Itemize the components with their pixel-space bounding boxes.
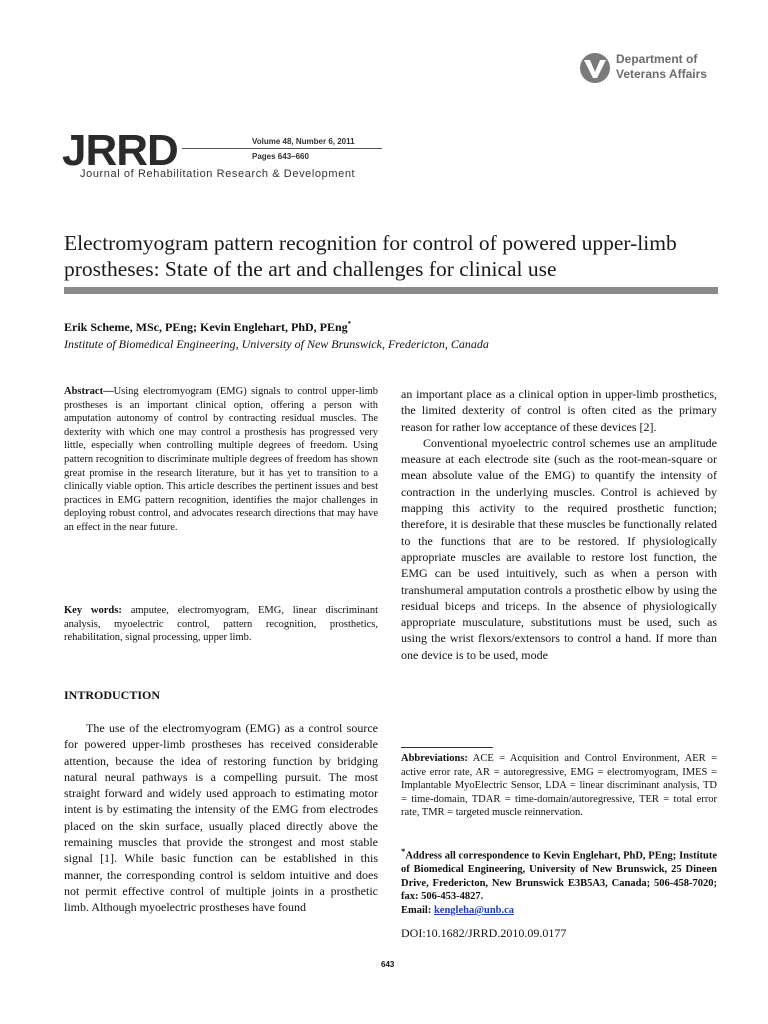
author-line	[64, 320, 351, 335]
correspondence-footnote	[401, 845, 717, 917]
title-divider	[64, 287, 718, 294]
keywords	[64, 604, 378, 645]
right-paragraph-2: Conventional myoelectric control schemes use an amplitude measure at each electrode site (such as the root-mean-square or mean absolute value of the EMG) to quantify the intensity of contraction in the underlying muscles. Control is achieved by mapping this activity to the required prosthetic function; therefore, it is desirable that these muscles be functionally related to the functions that are to be restored. If physiologically appropriate muscles are available to restore lost function, the EMG can be used intuitively, such as when a person with transhumeral amputation controls a prosthetic elbow by using the residual biceps and triceps. In the absence of physiologically appropriate musculature, substitutions must be used, such as using the wrist flexors/extensors to control a hand. If more than one device is to be used, mode	[401, 435, 717, 662]
abbreviations-footnote	[401, 752, 717, 820]
section-heading-introduction: INTRODUCTION	[64, 688, 161, 702]
abstract-label: Abstract—	[64, 386, 114, 397]
keywords-text: amputee, electromyogram, EMG, linear discriminant analysis, myoelectric control, pattern recognition, prosthetics, rehabilitation, signal processing, upper limb.	[64, 605, 379, 644]
email-label: Email:	[401, 904, 432, 916]
affiliation: Institute of Biomedical Engineering, University of New Brunswick, Fredericton, Canada	[64, 337, 489, 351]
footnote-rule	[401, 747, 493, 748]
email-link[interactable]: kengleha@unb.ca	[433, 904, 515, 916]
authors: Erik Scheme, MSc, PEng; Kevin Englehart, PhD, PEng	[64, 320, 348, 334]
agency-line-2: Veterans Affairs	[616, 67, 707, 81]
right-paragraph-1: an important place as a clinical option in upper-limb prosthetics, the limited dexterity of control is often cited as the primary reason for rather low acceptance of these devices [2].	[401, 387, 717, 434]
correspondence-text: Address all correspondence to Kevin Englehart, PhD, PEng; Institute of Biomedical Engineering, University of New Brunswick, 25 Dineen Drive, Fredericton, New Brunswick E3B5A3, Canada; 506-458-7020; fax: 506-453-4827.	[401, 850, 717, 903]
journal-name: Journal of Rehabilitation Research & Development	[80, 168, 356, 180]
agency-name	[616, 52, 707, 82]
abbreviations-text: ACE = Acquisition and Control Environment, AER = active error rate, AR = autoregressive, EMG = electromyogram, IMES = Implantable MyoElectric Sensor, LDA = linear discriminant analysis, TD = time-domain, TDAR = time-domain/autoregressive, TER = total error rate, TMR = targeted muscle reinnervation.	[401, 753, 717, 819]
page-number: 643	[381, 960, 395, 969]
abbreviations-label: Abbreviations:	[401, 753, 468, 764]
author-mark: *	[347, 320, 352, 328]
abstract	[64, 385, 378, 535]
page-range: Pages 643–660	[252, 152, 309, 161]
introduction-paragraph: The use of the electromyogram (EMG) as a control source for powered upper-limb prostheses has received considerable attention, because the idea of restoring function by bridging natural neural pathways is a compelling pursuit. The most straight forward and widely used approach to estimating motor intent is by estimating the intensity of the EMG from electrodes placed on the skin surface, usually placed directly above the remaining muscles that provide the strongest and most stable signal [1]. While basic function can be established in this manner, the corresponding control is seldom intuitive and does not permit effective control of multiple joints in a prosthetic limb. Although myoelectric prostheses have found	[64, 721, 378, 915]
doi: DOI:10.1682/JRRD.2010.09.0177	[401, 926, 567, 940]
abstract-text: Using electromyogram (EMG) signals to control upper-limb prostheses is an important clinical option, offering a person with amputation autonomy of control by contracting residual muscles. The dexterity with which one may control a prosthesis has progressed very little, especially when controlling multiple degrees of freedom. Using pattern recognition to discriminate multiple degrees of freedom has shown great promise in the research literature, but it has yet to transition to a clinically viable option. This article describes the pertinent issues and best practices in EMG pattern recognition, identifies the major challenges in deploying robust control, and advocates research directions that may have an effect in the near future.	[64, 386, 378, 533]
keywords-label: Key words:	[64, 605, 122, 616]
correspondence-mark: *	[401, 846, 406, 856]
journal-logo: JRRD	[62, 126, 178, 175]
masthead-rule	[182, 148, 382, 149]
right-column-body	[401, 386, 717, 663]
article-title: Electromyogram pattern recognition for control of powered upper-limb prostheses: State of the art and challenges for clinical use	[64, 231, 677, 281]
volume-info: Volume 48, Number 6, 2011	[252, 137, 355, 146]
agency-line-1: Department of	[616, 52, 698, 66]
